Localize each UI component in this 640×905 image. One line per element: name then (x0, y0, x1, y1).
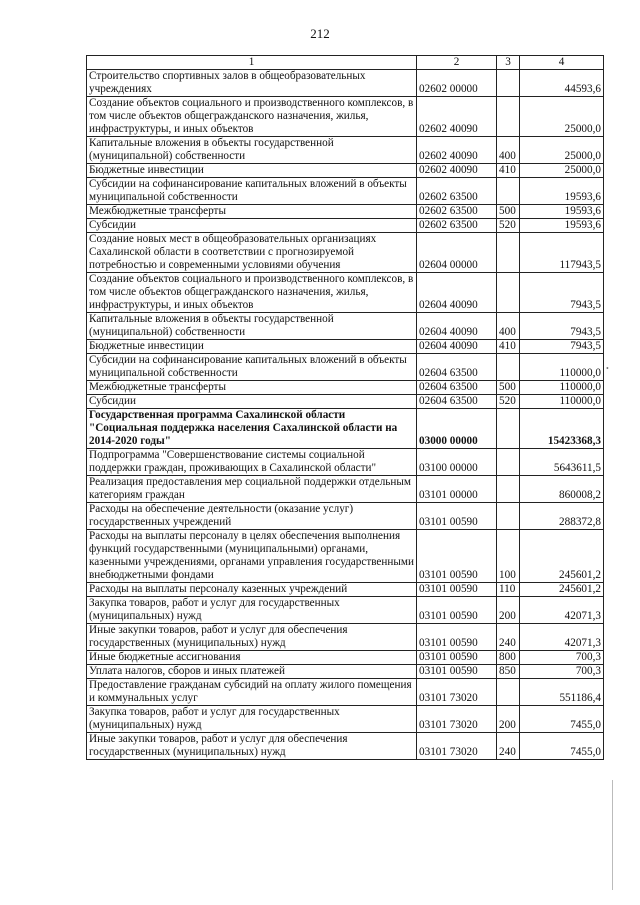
row-name-cell: Капитальные вложения в объекты государственной (муниципальной) собственности (87, 137, 417, 164)
row-name-cell: Субсидии на софинансирование капитальных вложений в объекты муниципальной собственности (87, 178, 417, 205)
table-row (87, 164, 604, 178)
row-amount-cell: 7943,5 (520, 313, 604, 340)
row-name-cell: Создание объектов социального и производственного комплексов, в том числе объектов общегражданского назначения, жилья, инфраструктуры, и иных объектов (87, 97, 417, 137)
row-vr-cell: 100 (497, 530, 520, 583)
row-name-cell: Уплата налогов, сборов и иных платежей (87, 665, 417, 679)
row-name-cell: Предоставление гражданам субсидий на оплату жилого помещения и коммунальных услуг (87, 679, 417, 706)
table-row (87, 597, 604, 624)
row-name-cell: Межбюджетные трансферты (87, 381, 417, 395)
table-row (87, 706, 604, 733)
row-amount-cell: 25000,0 (520, 164, 604, 178)
table-row (87, 733, 604, 760)
table-row (87, 70, 604, 97)
row-code-cell: 02602 40090 (417, 97, 497, 137)
row-code-cell: 03101 00590 (417, 665, 497, 679)
row-vr-cell (497, 354, 520, 381)
table-row (87, 449, 604, 476)
row-name-cell: Расходы на обеспечение деятельности (оказание услуг) государственных учреждений (87, 503, 417, 530)
row-vr-cell (497, 409, 520, 449)
row-name-cell: Субсидии на софинансирование капитальных вложений в объекты муниципальной собственности (87, 354, 417, 381)
table-body (87, 70, 604, 760)
row-amount-cell: 25000,0 (520, 97, 604, 137)
row-amount-cell: 42071,3 (520, 624, 604, 651)
table-row (87, 409, 604, 449)
table-row (87, 395, 604, 409)
row-vr-cell: 800 (497, 651, 520, 665)
table-row (87, 665, 604, 679)
row-code-cell: 02602 63500 (417, 178, 497, 205)
table-row (87, 679, 604, 706)
row-code-cell: 03101 00590 (417, 624, 497, 651)
row-name-cell: Иные закупки товаров, работ и услуг для обеспечения государственных (муниципальных) нужд (87, 733, 417, 760)
row-name-cell: Реализация предоставления мер социальной поддержки отдельным категориям граждан (87, 476, 417, 503)
row-code-cell: 02604 63500 (417, 395, 497, 409)
row-amount-cell: 245601,2 (520, 583, 604, 597)
row-vr-cell: 240 (497, 624, 520, 651)
row-code-cell: 03101 00590 (417, 583, 497, 597)
row-amount-cell: 7943,5 (520, 273, 604, 313)
row-vr-cell (497, 476, 520, 503)
row-name-cell: Расходы на выплаты персоналу в целях обеспечения выполнения функций государственными (муниципальными) органами, казенными учреждениями, органами управления государственными внебюджетными фондами (87, 530, 417, 583)
row-amount-cell: 19593,6 (520, 219, 604, 233)
row-amount-cell: 19593,6 (520, 205, 604, 219)
row-vr-cell (497, 273, 520, 313)
row-vr-cell: 850 (497, 665, 520, 679)
row-name-cell: Подпрограмма "Совершенствование системы социальной поддержки граждан, проживающих в Сахалинской области" (87, 449, 417, 476)
row-amount-cell: 44593,6 (520, 70, 604, 97)
row-code-cell: 02604 00000 (417, 233, 497, 273)
row-code-cell: 02604 40090 (417, 313, 497, 340)
header-col-4: 4 (520, 56, 604, 70)
table-row (87, 340, 604, 354)
row-code-cell: 02604 63500 (417, 381, 497, 395)
table-row (87, 476, 604, 503)
table-row (87, 233, 604, 273)
header-col-2: 2 (417, 56, 497, 70)
row-vr-cell: 400 (497, 137, 520, 164)
row-code-cell: 02602 63500 (417, 219, 497, 233)
row-code-cell: 03101 00590 (417, 651, 497, 665)
table-row (87, 503, 604, 530)
table-row (87, 381, 604, 395)
page-number: 212 (310, 26, 330, 41)
row-amount-cell: 42071,3 (520, 597, 604, 624)
row-vr-cell (497, 233, 520, 273)
row-code-cell: 03101 73020 (417, 706, 497, 733)
table-row (87, 273, 604, 313)
row-name-cell: Иные бюджетные ассигнования (87, 651, 417, 665)
row-vr-cell: 520 (497, 395, 520, 409)
row-amount-cell: 551186,4 (520, 679, 604, 706)
row-vr-cell: 200 (497, 597, 520, 624)
table-row (87, 219, 604, 233)
row-vr-cell (497, 70, 520, 97)
table-row (87, 97, 604, 137)
table-row (87, 583, 604, 597)
budget-table (86, 55, 604, 760)
row-vr-cell (497, 679, 520, 706)
table-row (87, 354, 604, 381)
row-amount-cell: 288372,8 (520, 503, 604, 530)
row-code-cell: 03000 00000 (417, 409, 497, 449)
row-name-cell: Капитальные вложения в объекты государственной (муниципальной) собственности (87, 313, 417, 340)
row-amount-cell: 860008,2 (520, 476, 604, 503)
row-amount-cell: 110000,0 (520, 395, 604, 409)
row-code-cell: 03101 00590 (417, 503, 497, 530)
row-name-cell: Создание объектов социального и производственного комплексов, в том числе объектов общегражданского назначения, жилья, инфраструктуры, и иных объектов (87, 273, 417, 313)
row-vr-cell: 410 (497, 164, 520, 178)
row-name-cell: Расходы на выплаты персоналу казенных учреждений (87, 583, 417, 597)
header-col-3: 3 (497, 56, 520, 70)
row-name-cell: Закупка товаров, работ и услуг для государственных (муниципальных) нужд (87, 706, 417, 733)
row-vr-cell (497, 503, 520, 530)
table-row (87, 651, 604, 665)
row-amount-cell: 7943,5 (520, 340, 604, 354)
row-code-cell: 02604 40090 (417, 340, 497, 354)
row-vr-cell: 200 (497, 706, 520, 733)
table-row (87, 205, 604, 219)
row-amount-cell: 110000,0 (520, 354, 604, 381)
row-vr-cell: 500 (497, 381, 520, 395)
scan-edge-line (612, 780, 613, 890)
row-name-cell: Межбюджетные трансферты (87, 205, 417, 219)
row-amount-cell: 117943,5 (520, 233, 604, 273)
row-amount-cell: 700,3 (520, 665, 604, 679)
row-amount-cell: 110000,0 (520, 381, 604, 395)
row-code-cell: 02602 00000 (417, 70, 497, 97)
row-code-cell: 03101 00000 (417, 476, 497, 503)
row-vr-cell: 110 (497, 583, 520, 597)
row-name-cell: Бюджетные инвестиции (87, 340, 417, 354)
row-name-cell: Бюджетные инвестиции (87, 164, 417, 178)
table-row (87, 137, 604, 164)
row-vr-cell: 240 (497, 733, 520, 760)
row-amount-cell: 15423368,3 (520, 409, 604, 449)
row-amount-cell: 7455,0 (520, 706, 604, 733)
row-code-cell: 03101 73020 (417, 733, 497, 760)
scan-mark-icon: • (606, 364, 609, 373)
row-code-cell: 03101 00590 (417, 530, 497, 583)
table-row (87, 313, 604, 340)
row-vr-cell (497, 449, 520, 476)
row-vr-cell: 410 (497, 340, 520, 354)
header-col-1: 1 (87, 56, 417, 70)
row-vr-cell: 500 (497, 205, 520, 219)
row-vr-cell (497, 178, 520, 205)
row-code-cell: 02602 40090 (417, 137, 497, 164)
row-amount-cell: 5643611,5 (520, 449, 604, 476)
row-code-cell: 03100 00000 (417, 449, 497, 476)
row-amount-cell: 19593,6 (520, 178, 604, 205)
row-name-cell: Субсидии (87, 219, 417, 233)
row-name-cell: Строительство спортивных залов в общеобразовательных учреждениях (87, 70, 417, 97)
row-amount-cell: 7455,0 (520, 733, 604, 760)
row-code-cell: 02604 63500 (417, 354, 497, 381)
table-row (87, 178, 604, 205)
row-code-cell: 02602 40090 (417, 164, 497, 178)
row-amount-cell: 700,3 (520, 651, 604, 665)
row-name-cell: Государственная программа Сахалинской области "Социальная поддержка населения Сахалинской области на 2014-2020 годы" (87, 409, 417, 449)
row-code-cell: 03101 00590 (417, 597, 497, 624)
row-code-cell: 02604 40090 (417, 273, 497, 313)
row-code-cell: 03101 73020 (417, 679, 497, 706)
row-amount-cell: 245601,2 (520, 530, 604, 583)
row-vr-cell: 400 (497, 313, 520, 340)
row-code-cell: 02602 63500 (417, 205, 497, 219)
row-name-cell: Закупка товаров, работ и услуг для государственных (муниципальных) нужд (87, 597, 417, 624)
row-vr-cell (497, 97, 520, 137)
row-amount-cell: 25000,0 (520, 137, 604, 164)
row-name-cell: Иные закупки товаров, работ и услуг для обеспечения государственных (муниципальных) нужд (87, 624, 417, 651)
table-header-row (87, 56, 604, 70)
row-name-cell: Создание новых мест в общеобразовательных организациях Сахалинской области в соответствии с прогнозируемой потребностью и современными условиями обучения (87, 233, 417, 273)
table-row (87, 530, 604, 583)
table-row (87, 624, 604, 651)
row-vr-cell: 520 (497, 219, 520, 233)
row-name-cell: Субсидии (87, 395, 417, 409)
